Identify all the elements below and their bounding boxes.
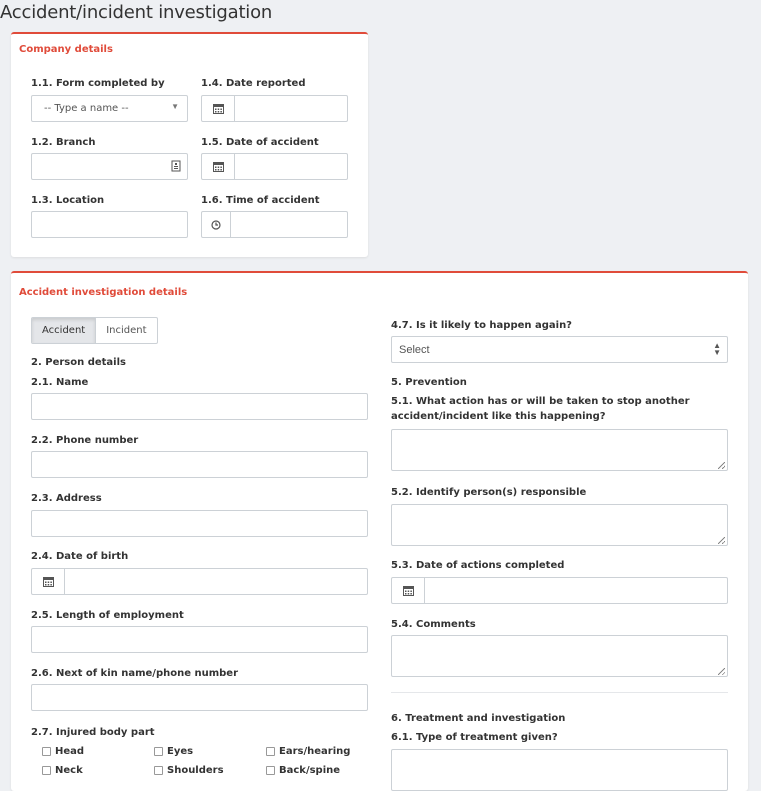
checkbox-box[interactable] (42, 766, 51, 775)
body-part-label: 2.7. Injured body part (31, 727, 155, 738)
checkbox-box[interactable] (42, 747, 51, 756)
investigation-details-panel (11, 271, 748, 791)
likely-again-label: 4.7. Is it likely to happen again? (391, 320, 572, 331)
kin-label: 2.6. Next of kin name/phone number (31, 668, 239, 679)
treatment-type-label: 6.1. Type of treatment given? (391, 732, 558, 743)
checkbox-eyes[interactable] (154, 746, 193, 757)
calendar-icon[interactable] (202, 96, 235, 121)
prevention-heading: 5. Prevention (391, 377, 467, 388)
accident-incident-toggle (31, 317, 158, 344)
branch-input[interactable] (31, 153, 188, 180)
checkbox-box[interactable] (154, 766, 163, 775)
treatment-type-textarea[interactable] (391, 749, 728, 791)
toggle-accident[interactable]: Accident (32, 318, 96, 343)
form-completed-by-value: -- Type a name -- (44, 103, 129, 114)
action-taken-textarea[interactable] (391, 429, 728, 471)
dob-input[interactable] (31, 568, 368, 595)
date-actions-input[interactable] (391, 577, 728, 604)
time-of-accident-input[interactable] (201, 211, 348, 238)
checkbox-label: Head (55, 746, 85, 757)
form-completed-by-label: 1.1. Form completed by (31, 78, 165, 89)
dob-label: 2.4. Date of birth (31, 551, 129, 562)
calendar-icon[interactable] (32, 569, 65, 594)
responsible-textarea[interactable] (391, 504, 728, 546)
checkbox-shoulders[interactable] (154, 765, 224, 776)
phone-input[interactable] (31, 451, 368, 478)
company-details-panel (11, 32, 368, 257)
checkbox-label: Neck (55, 765, 83, 776)
checkbox-label: Eyes (167, 746, 194, 757)
checkbox-box[interactable] (266, 747, 275, 756)
employment-label: 2.5. Length of employment (31, 610, 184, 621)
likely-again-select[interactable] (391, 336, 728, 363)
person-details-heading: 2. Person details (31, 357, 126, 368)
company-details-heading: Company details (19, 44, 113, 55)
branch-label: 1.2. Branch (31, 137, 96, 148)
contact-card-icon (171, 160, 181, 172)
checkbox-label: Back/spine (279, 765, 341, 776)
resize-handle[interactable] (718, 462, 725, 469)
resize-handle[interactable] (718, 537, 725, 544)
treatment-heading: 6. Treatment and investigation (391, 713, 566, 724)
kin-input[interactable] (31, 684, 368, 711)
likely-again-value: Select (399, 344, 430, 356)
action-taken-label-line1: 5.1. What action has or will be taken to stop another (391, 396, 690, 407)
name-input[interactable] (31, 393, 368, 420)
comments-label: 5.4. Comments (391, 619, 476, 630)
section-divider (391, 692, 728, 693)
clock-icon[interactable] (202, 212, 231, 237)
date-of-accident-label: 1.5. Date of accident (201, 137, 319, 148)
checkbox-box[interactable] (266, 766, 275, 775)
date-of-accident-input[interactable] (201, 153, 348, 180)
checkbox-back-spine[interactable] (266, 765, 340, 776)
investigation-heading: Accident investigation details (19, 287, 188, 298)
time-of-accident-label: 1.6. Time of accident (201, 195, 320, 206)
employment-input[interactable] (31, 626, 368, 653)
name-label: 2.1. Name (31, 377, 89, 388)
address-label: 2.3. Address (31, 493, 102, 504)
date-reported-input[interactable] (201, 95, 348, 122)
resize-handle[interactable] (718, 668, 725, 675)
location-input[interactable] (31, 211, 188, 238)
checkbox-box[interactable] (154, 747, 163, 756)
page-title: Accident/incident investigation (0, 2, 273, 23)
phone-label: 2.2. Phone number (31, 435, 139, 446)
checkbox-neck[interactable] (42, 765, 83, 776)
checkbox-label: Ears/hearing (279, 746, 351, 757)
date-reported-label: 1.4. Date reported (201, 78, 306, 89)
toggle-incident[interactable]: Incident (106, 325, 147, 336)
select-arrows-icon: ▲ ▼ (713, 341, 721, 357)
form-completed-by-select[interactable] (31, 95, 188, 122)
comments-textarea[interactable] (391, 635, 728, 677)
address-input[interactable] (31, 510, 368, 537)
chevron-down-icon: ▼ (171, 102, 179, 111)
responsible-label: 5.2. Identify person(s) responsible (391, 487, 587, 498)
checkbox-ears-hearing[interactable] (266, 746, 350, 757)
date-actions-label: 5.3. Date of actions completed (391, 560, 565, 571)
calendar-icon[interactable] (202, 154, 235, 179)
checkbox-label: Shoulders (167, 765, 224, 776)
calendar-icon[interactable] (392, 578, 425, 603)
location-label: 1.3. Location (31, 195, 105, 206)
checkbox-head[interactable] (42, 746, 84, 757)
action-taken-label-line2: accident/incident like this happening? (391, 411, 606, 422)
